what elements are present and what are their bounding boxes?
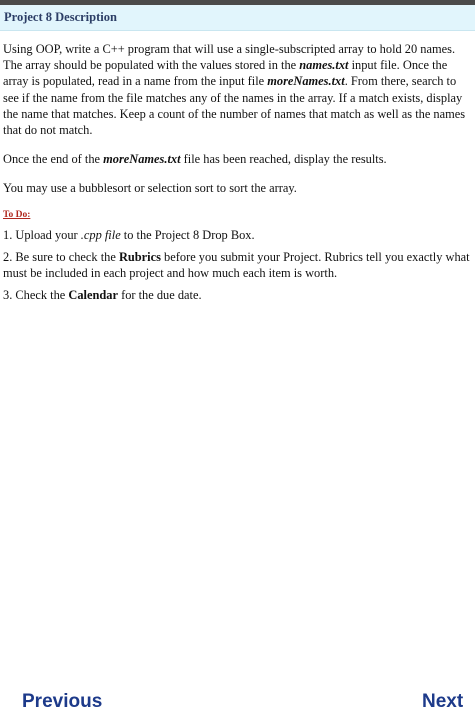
p1-text-1: Using OOP, write a C++ program that will use a single-subscripted array to hold 20 names. The array should be populated with the values stored in the	[3, 42, 456, 73]
title-bar	[0, 5, 475, 31]
previous-button[interactable]: Previous	[22, 691, 103, 712]
p1-text-3: . From there, search to see if the name from the file matches any of the names in the array. If a match exists, display the name that matches. Keep a count of the number of names that match as well as the names that do not match.	[3, 74, 466, 138]
todo2-text-2: before you submit your Project. Rubrics tell you exactly what must be included in each project and how much each item is worth.	[3, 249, 470, 281]
next-button[interactable]: Next	[422, 691, 464, 712]
description-paragraph-3: You may use a bubblesort or selection sort to sort the array.	[3, 181, 297, 196]
p2-text-2: file has been reached, display the results.	[180, 152, 387, 167]
description-content	[3, 41, 471, 303]
todo-item-rubrics	[3, 249, 471, 281]
rubrics-label: Rubrics	[118, 249, 161, 264]
names-file-name: names.txt	[299, 58, 349, 73]
page-title: Project 8 Description	[4, 10, 117, 24]
p2-text-1: Once the end of the	[3, 152, 104, 167]
cpp-file-label: .cpp file	[80, 227, 121, 242]
bottom-navigation	[0, 687, 475, 712]
todo2-text-1: 2. Be sure to check the	[3, 249, 119, 264]
calendar-label: Calendar	[68, 288, 118, 303]
todo3-text-1: 3. Check the	[3, 288, 69, 303]
todo3-text-2: for the due date.	[117, 288, 202, 303]
description-paragraph-1	[3, 41, 471, 138]
todo1-text-2: to the Project 8 Drop Box.	[120, 227, 255, 242]
more-names-file-name: moreNames.txt	[267, 74, 345, 89]
description-paragraph-2	[3, 151, 471, 167]
todo-item-upload	[3, 227, 471, 243]
todo-item-calendar	[3, 287, 471, 303]
more-names-file-name-2: moreNames.txt	[103, 152, 181, 167]
p1-text-2: input file. Once the array is populated, read in a name from the input file	[3, 58, 448, 89]
todo1-text-1: 1. Upload your	[3, 227, 81, 242]
todo-heading: To Do:	[3, 209, 31, 220]
